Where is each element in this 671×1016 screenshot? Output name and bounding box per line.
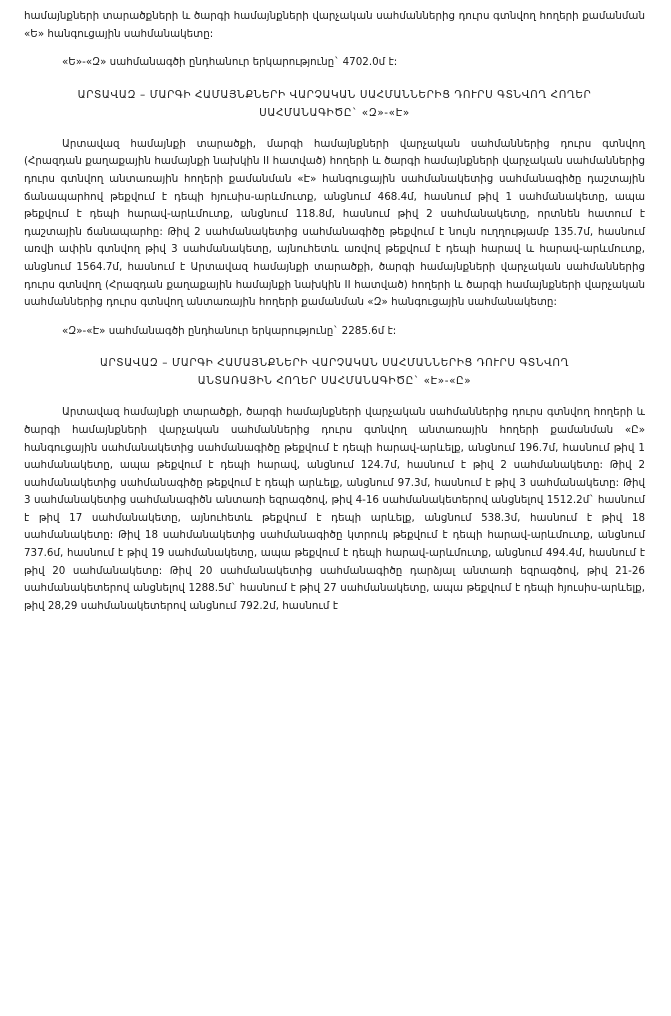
- section-heading-1-line2: ՍԱՀՄԱՆԱԳԻԾԸ` «Զ»-«Է»: [259, 106, 410, 119]
- section-heading-2: [24, 354, 645, 390]
- paragraph-body-2: Արտավազ համայնքի տարածքի, ծարգի համայնքների վարչական սահմաններից դուրս գտնվող հողերի և ծարգի համայնքների վարչական սահմաններից դուրս գտնվող անտառային հողերի քամանման «Ը» հանգուցային սահմանակետից սահմանագիծը թեքվում է դեպի հարավ-արևելք, անցնում 196.7մ, հասնում թիվ 1 սահմանակետը, ապա թեքվում է դեպի հարավ, անցնում 124.7մ, հասնում է թիվ 2 սահմանակետը: Թիվ 2 սահմանակետից սահմանագիծը թեքվում է դեպի արևելք, անցնում 97.3մ, հասնում է թիվ 3 սահմանակետը: Թիվ 3 սահմանակետից սահմանագիծն անտառի եզրագծով, թիվ 4-16 սահմանակետերով անցնելով 1512.2մ` հասնում է թիվ 17 սահմանակետը, այնուհետև թեքվում է դեպի արևելք, անցնում 538.3մ, հասնում է թիվ 18 սահմանակետը: Թիվ 18 սահմանակետից սահմանագիծը կտրուկ թեքվում է դեպի հարավ-արևմուտք, անցնում 737.6մ, հասնում է թիվ 19 սահմանակետը, ապա թեքվում է դեպի հարավ-արևմուտք, անցնում 494.4մ, հասնում է թիվ 20 սահմանակետը: Թիվ 20 սահմանակետից սահմանագիծը դարձյալ անտառի եզրագծով, թիվ 21-26 սահմանակետերով անցնելով 1288.5մ` հասնում է թիվ 27 սահմանակետը, ապա թեքվում է դեպի հյուսիս-արևելք, թիվ 28,29 սահմանակետերով անցնում 792.2մ, հասնում է: [24, 406, 645, 612]
- paragraph-intro: համայնքների տարածքների և ծարգի համայնքների վարչական սահմաններից դուրս գտնվող հողերի քամանման «Ե» հանգուցային սահմանակետը:: [24, 10, 645, 40]
- section-heading-1-line1: ԱՐՏԱՎԱԶ – ՄԱՐԳԻ ՀԱՄԱՅՆՔՆԵՐԻ ՎԱՐՉԱԿԱՆ ՍԱՀՄԱՆՆԵՐԻՑ ԴՈՒՐՍ ԳՏՆՎՈՂ ՀՈՂԵՐ: [77, 88, 592, 101]
- section-heading-2-line2: ԱՆՏԱՌԱՅԻՆ ՀՈՂԵՐ ՍԱՀՄԱՆԱԳԻԾԸ` «Է»-«Ը»: [197, 375, 472, 388]
- section-heading-1: [24, 86, 645, 122]
- quote-line-1: «Ե»-«Զ» սահմանագծի ընդհանուր երկարությունը` 4702.0մ է:: [62, 56, 398, 69]
- section-heading-2-line1: ԱՐՏԱՎԱԶ – ՄԱՐԳԻ ՀԱՄԱՅՆՔՆԵՐԻ ՎԱՐՉԱԿԱՆ ՍԱՀՄԱՆՆԵՐԻՑ ԴՈՒՐՍ ԳՏՆՎՈՂ: [99, 357, 570, 370]
- paragraph-body-1: Արտավազ համայնքի տարածքի, մարգի համայնքների վարչական սահմաններից դուրս գտնվող (Հրազդան քաղաքային համայնքի նախկին II հատված) հողերի և ծարգի համայնքների վարչական սահմաններից դուրս գտնվող անտառային հողերի քամանման «Է» հանգուցային սահմանակետից սահմանագիծը դաշտային ճանապարհով թեքվում է դեպի հյուսիս-արևմուտք, անցնում 468.4մ, հասնում թիվ 1 սահմանակետը, ապա թեքվում է դեպի հարավ-արևմուտք, անցնում 118.8մ, հասնում թիվ 2 սահմանակետը, որտնեն հատում է դաշտային ճանապարհը: Թիվ 2 սահմանակետից սահմանագիծը թեքվում է նույն ուղղությամբ 135.7մ, հասնում առվի ափին գտնվող թիվ 3 սահմանակետը, այնուհետև առվով թեքվում է դեպի հարավ և հարավ-արևմուտք, անցնում 1564.7մ, հասնում է Արտավազ համայնքի տարածքի, ծարգի համայնքների վարչական սահմաններից դուրս գտնվող (Հրազդան քաղաքային համայնքի նախկին II հատված) հողերի և ծարգի համայնքների վարչական սահմաններից դուրս գտնվող անտառային հողերի քամանման «Զ» հանգուցային սահմանակետը:: [24, 137, 645, 309]
- quote-line-2: «Զ»-«Է» սահմանագծի ընդհանուր երկարությունը` 2285.6մ է:: [62, 324, 397, 337]
